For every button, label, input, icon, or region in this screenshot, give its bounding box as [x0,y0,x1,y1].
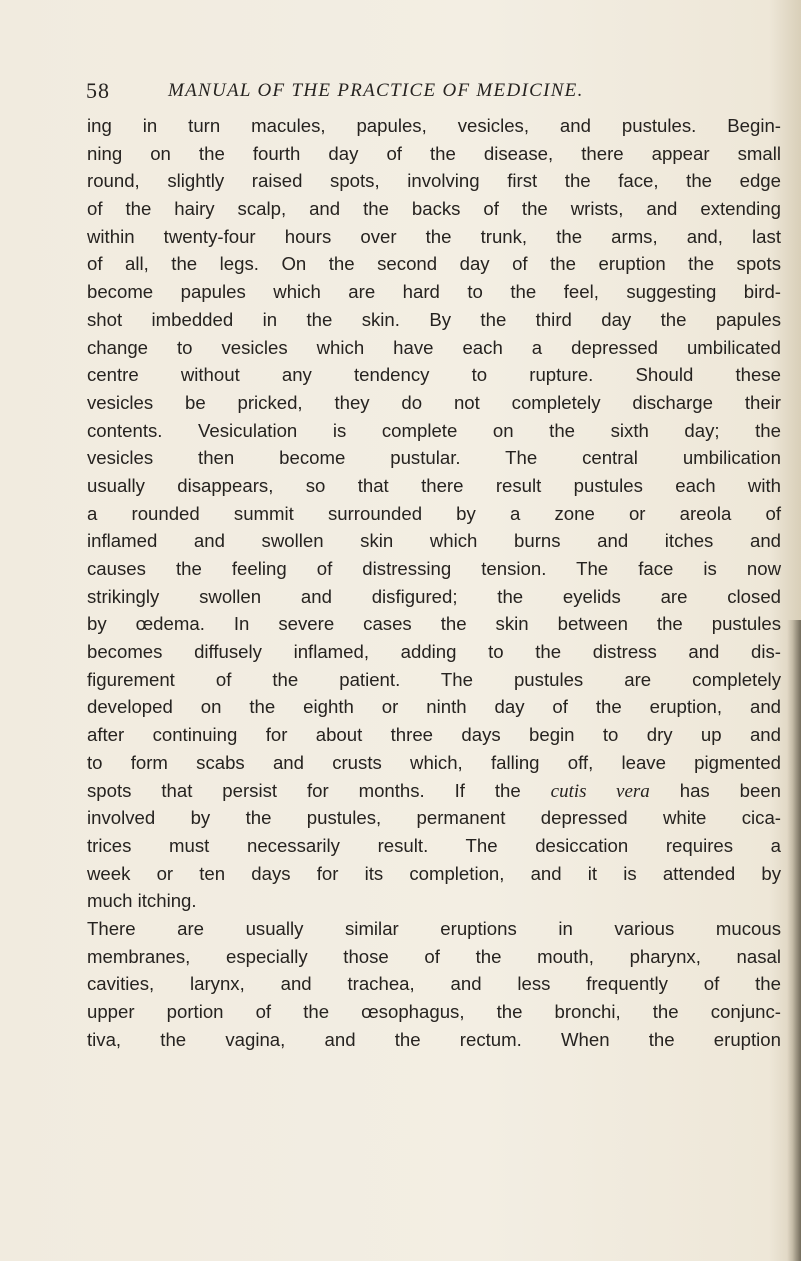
text-line: inflamed and swollen skin which burns and itches and [87,530,781,552]
text-segment: spots that persist for months. If the [87,779,551,801]
text-line: membranes, especially those of the mouth, pharynx, nasal [87,945,781,967]
italic-term: cutis vera [550,780,650,802]
paragraph-start-line: There are usually similar eruptions in various mucous [87,917,781,939]
text-line: involved by the pustules, permanent depressed white cica- [87,807,781,829]
text-line: shot imbedded in the skin. By the third day the papules [87,308,781,330]
text-line: of the hairy scalp, and the backs of the wrists, and extending [87,198,781,220]
text-segment: has been [649,779,781,801]
text-line: to form scabs and crusts which, falling off, leave pigmented [87,751,781,773]
text-line: developed on the eighth or ninth day of the eruption, and [87,696,781,718]
text-line: round, slightly raised spots, involving first the face, the edge [87,170,781,192]
text-line: contents. Vesiculation is complete on the sixth day; the [87,419,781,441]
text-line: ing in turn macules, papules, vesicles, and pustules. Begin- [87,115,781,136]
text-line: after continuing for about three days begin to dry up and [87,724,781,746]
page-number: 58 [86,78,110,103]
text-line: vesicles then become pustular. The central umbilication [87,447,781,469]
running-title: MANUAL OF THE PRACTICE OF MEDICINE. [168,80,584,101]
body-text [87,112,787,1053]
running-head [86,78,686,106]
text-line: week or ten days for its completion, and it is attended by [87,862,781,884]
text-line: tiva, the vagina, and the rectum. When the eruption [87,1028,781,1050]
text-line: trices must necessarily result. The desiccation requires a [87,834,781,856]
text-line: upper portion of the œsophagus, the bronchi, the conjunc- [87,1001,781,1022]
text-line: by œdema. In severe cases the skin between the pustules [87,613,781,635]
text-line: cavities, larynx, and trachea, and less frequently of the [87,973,781,995]
text-line: figurement of the patient. The pustules are completely [87,668,781,690]
text-line: a rounded summit surrounded by a zone or areola of [87,502,781,524]
text-line: strikingly swollen and disfigured; the eyelids are closed [87,585,781,607]
text-line: ning on the fourth day of the disease, there appear small [87,142,781,164]
paragraph-end-line: much itching. [87,890,197,912]
text-line: become papules which are hard to the feel, suggesting bird- [87,281,781,303]
text-line: within twenty-four hours over the trunk, the arms, and, last [87,225,781,247]
text-line: centre without any tendency to rupture. Should these [87,364,781,386]
text-line: of all, the legs. On the second day of the eruption the spots [87,253,781,275]
text-line: causes the feeling of distressing tension. The face is now [87,558,781,579]
text-line: change to vesicles which have each a depressed umbilicated [87,336,781,358]
text-line: becomes diffusely inflamed, adding to the distress and dis- [87,641,781,663]
text-line: vesicles be pricked, they do not completely discharge their [87,391,781,413]
text-line-cutis-vera [87,777,781,805]
text-line: usually disappears, so that there result pustules each with [87,474,781,496]
page-edge-shadow [787,620,801,1261]
